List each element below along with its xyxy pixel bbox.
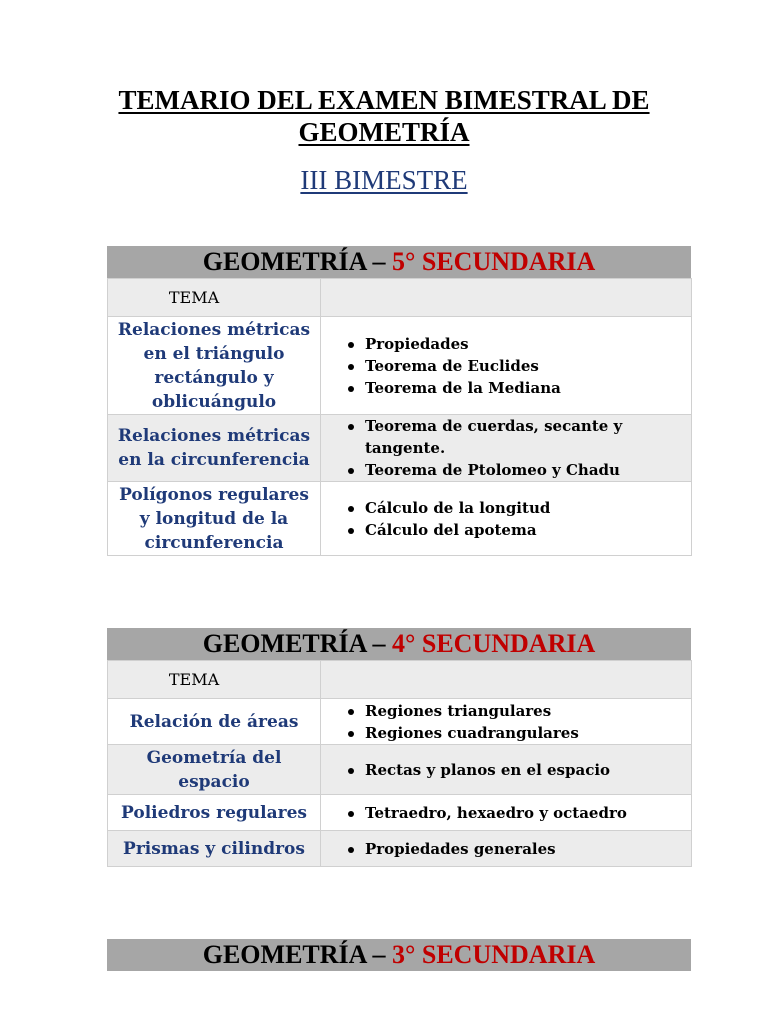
section-header-grade: 3° SECUNDARIA (391, 940, 596, 969)
table-row (108, 317, 692, 415)
subtopics-cell (321, 699, 692, 745)
section-5-secundaria (107, 246, 691, 556)
table-row (108, 415, 692, 482)
subtopic-list (345, 838, 691, 860)
topic-cell: Prismas y cilindros (108, 831, 321, 867)
table-row (108, 699, 692, 745)
section-header-prefix: GEOMETRÍA – (202, 629, 386, 658)
subtopic-list (345, 415, 691, 481)
section-header-prefix: GEOMETRÍA – (202, 247, 386, 276)
topic-cell: Polígonos regulares y longitud de la circunferencia (108, 482, 321, 556)
document-title-line-2: GEOMETRÍA (298, 117, 470, 147)
subtopics-cell (321, 831, 692, 867)
subtopic-item: Regiones triangulares (345, 700, 691, 722)
subtopic-item: Rectas y planos en el espacio (345, 759, 691, 781)
subtopic-item: Tetraedro, hexaedro y octaedro (345, 802, 691, 824)
subtopics-cell (321, 482, 692, 556)
subtopic-list (345, 497, 691, 541)
document-title (0, 84, 768, 148)
subtopic-item: Propiedades (345, 333, 691, 355)
subtopic-item: Propiedades generales (345, 838, 691, 860)
section-4-secundaria (107, 628, 691, 867)
subtopic-item: Teorema de Ptolomeo y Chadu (345, 459, 691, 481)
table-row (108, 831, 692, 867)
section-header-grade: 4° SECUNDARIA (391, 629, 596, 658)
subtopic-list (345, 333, 691, 399)
subtopic-item: Teorema de cuerdas, secante y tangente. (345, 415, 691, 459)
subtopic-item: Cálculo de la longitud (345, 497, 691, 519)
table-header-row (108, 661, 692, 699)
subtopic-list (345, 700, 691, 744)
topic-cell: Relaciones métricas en la circunferencia (108, 415, 321, 482)
table-row (108, 745, 692, 795)
subtopics-cell (321, 795, 692, 831)
topics-table (107, 660, 692, 867)
empty-header-cell (321, 279, 692, 317)
document-title-line-1: TEMARIO DEL EXAMEN BIMESTRAL DE (118, 85, 650, 115)
tema-column-header: TEMA (108, 279, 321, 317)
subtopic-item: Regiones cuadrangulares (345, 722, 691, 744)
section-header (107, 246, 691, 278)
table-row (108, 482, 692, 556)
table-header-row (108, 279, 692, 317)
topic-cell: Poliedros regulares (108, 795, 321, 831)
subtopic-item: Cálculo del apotema (345, 519, 691, 541)
subtopic-list (345, 759, 691, 781)
section-header-prefix: GEOMETRÍA – (202, 940, 386, 969)
tema-column-header: TEMA (108, 661, 321, 699)
topic-cell: Geometría del espacio (108, 745, 321, 795)
section-3-secundaria (107, 939, 691, 971)
subtopic-item: Teorema de la Mediana (345, 377, 691, 399)
subtopic-item: Teorema de Euclides (345, 355, 691, 377)
subtopic-list (345, 802, 691, 824)
table-row (108, 795, 692, 831)
topic-cell: Relación de áreas (108, 699, 321, 745)
empty-header-cell (321, 661, 692, 699)
subtopics-cell (321, 415, 692, 482)
section-header (107, 939, 691, 971)
document-subtitle: III BIMESTRE (300, 165, 468, 195)
section-header (107, 628, 691, 660)
subtopics-cell (321, 317, 692, 415)
subtopics-cell (321, 745, 692, 795)
section-header-grade: 5° SECUNDARIA (391, 247, 596, 276)
topics-table (107, 278, 692, 556)
topic-cell: Relaciones métricas en el triángulo rectángulo y oblicuángulo (108, 317, 321, 415)
